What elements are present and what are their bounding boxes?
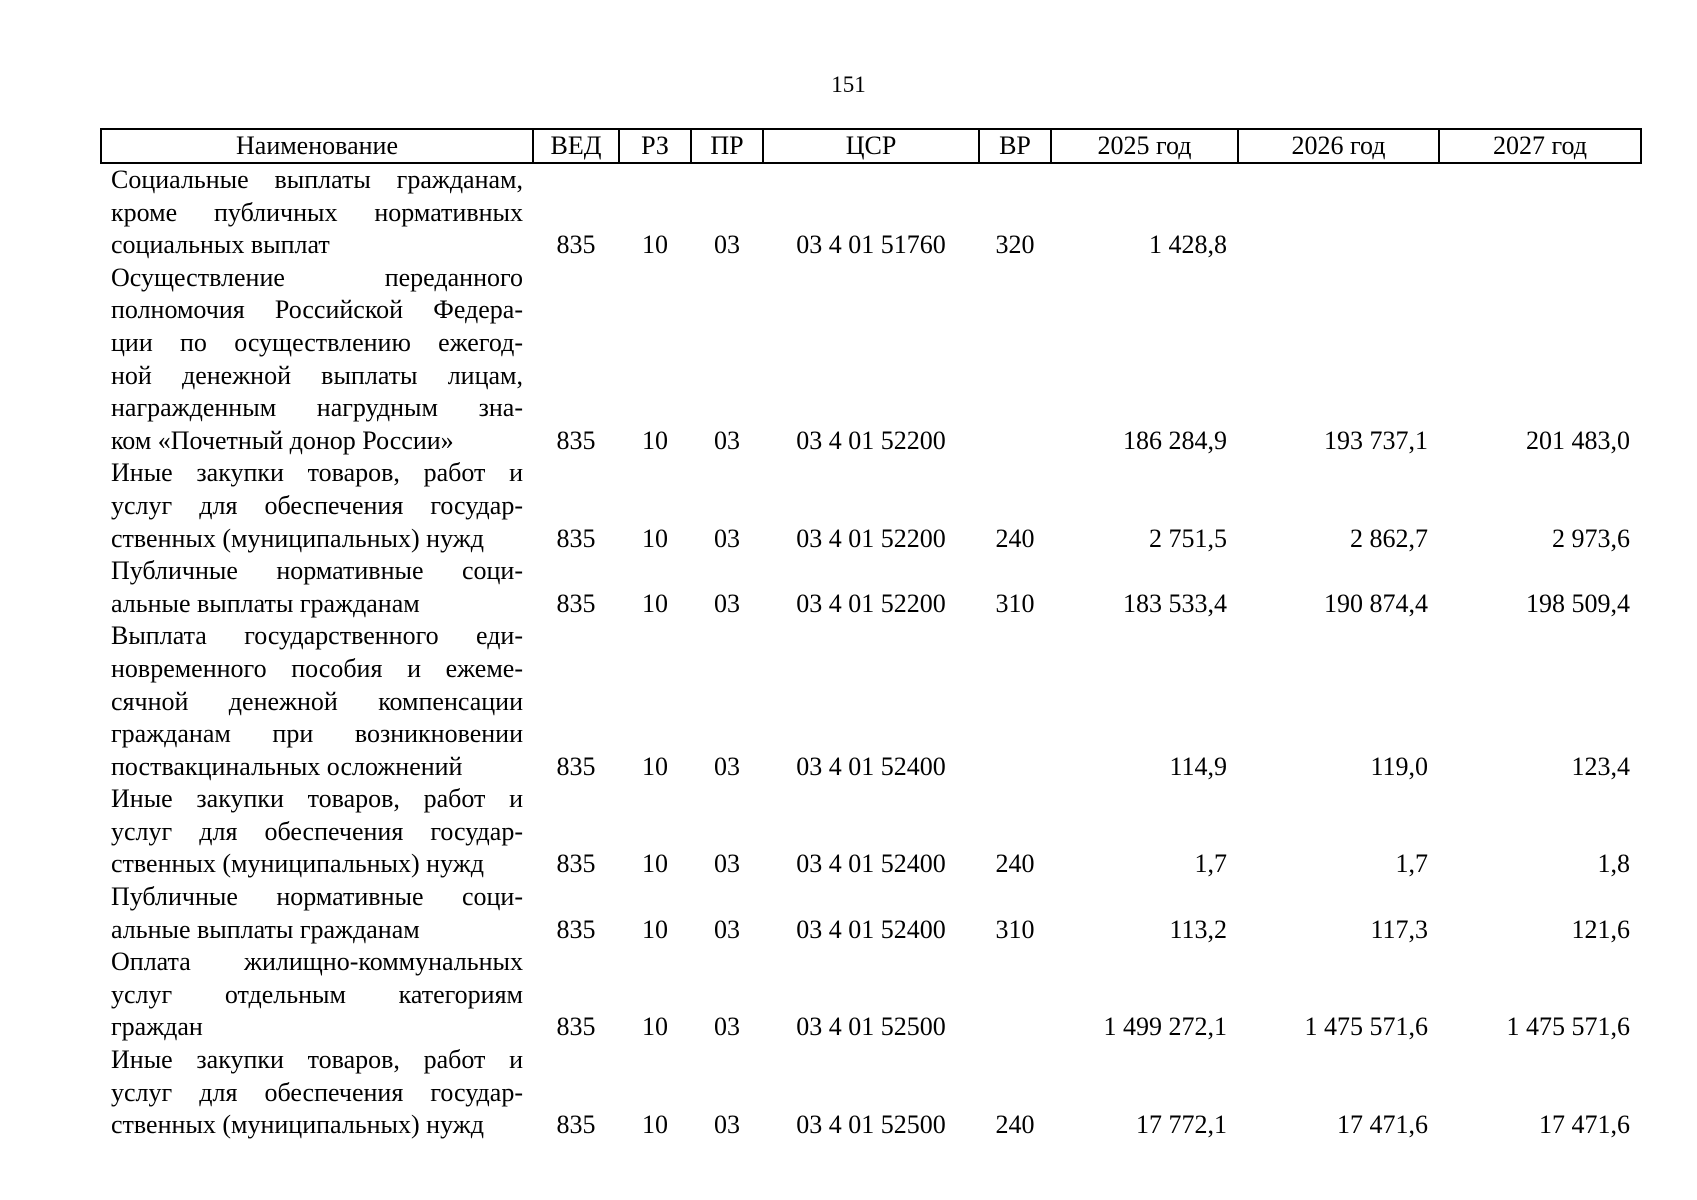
cell-2027: 1 475 571,6 [1506,1012,1630,1042]
cell-pr: 03 [714,1110,740,1140]
page-number: 151 [831,72,866,97]
cell-pr: 03 [714,588,740,618]
cell-2026: 2 862,7 [1350,523,1428,553]
cell-rz: 10 [642,425,668,455]
name-line: ком «Почетный донор России» [111,425,454,455]
header-row [101,129,1641,163]
cell-2025: 183 533,4 [1123,588,1227,618]
name-line: граждан [111,1012,203,1042]
budget-table [100,128,1642,1142]
cell-2027: 1,8 [1597,849,1630,879]
table-row [101,457,1641,555]
name-line: Осуществление переданного [111,262,523,292]
cell-2025: 17 772,1 [1136,1110,1227,1140]
cell-vr: 320 [995,230,1035,260]
name-line: альные выплаты гражданам [111,588,420,618]
cell-2027: 2 973,6 [1552,523,1630,553]
cell-rz: 10 [642,1012,668,1042]
name-line: Публичные нормативные соци- [111,882,523,912]
header-vr: ВР [979,129,1051,163]
cell-2027: 17 471,6 [1539,1110,1630,1140]
cell-2027: 123,4 [1571,751,1630,781]
header-name: Наименование [101,129,533,163]
cell-csr: 03 4 01 52400 [796,914,946,944]
cell-vr [979,620,1051,783]
name-line: поствакцинальных осложнений [111,751,463,781]
cell-pr: 03 [714,523,740,553]
name-line: Оплата жилищно-коммунальных [111,947,523,977]
cell-name [101,163,533,262]
cell-vr: 240 [995,1110,1035,1140]
name-line: ственных (муниципальных) нужд [111,849,484,879]
cell-csr: 03 4 01 52200 [796,425,946,455]
cell-rz: 10 [642,751,668,781]
cell-2025: 186 284,9 [1123,425,1227,455]
cell-name [101,783,533,881]
name-line: услуг для обеспечения государ- [111,1077,523,1107]
cell-pr: 03 [714,230,740,260]
name-line: награжденным нагрудным зна- [111,393,523,423]
cell-name [101,457,533,555]
cell-2025: 1,7 [1194,849,1227,879]
cell-rz: 10 [642,1110,668,1140]
cell-rz: 10 [642,230,668,260]
cell-2026: 1 475 571,6 [1304,1012,1428,1042]
cell-ved: 835 [556,1110,596,1140]
name-line: Выплата государственного еди- [111,621,523,651]
cell-2026: 119,0 [1370,751,1428,781]
cell-2027: 198 509,4 [1526,588,1630,618]
cell-name [101,946,533,1044]
cell-2026: 117,3 [1370,914,1428,944]
table-row [101,620,1641,783]
cell-2025: 114,9 [1169,751,1227,781]
cell-2027 [1439,163,1641,262]
cell-csr: 03 4 01 52200 [796,588,946,618]
name-line: Иные закупки товаров, работ и [111,1045,523,1075]
header-pr: ПР [691,129,763,163]
cell-vr: 310 [995,914,1035,944]
cell-pr: 03 [714,751,740,781]
cell-ved: 835 [556,751,596,781]
cell-rz: 10 [642,588,668,618]
name-line: ственных (муниципальных) нужд [111,1110,484,1140]
name-line: полномочия Российской Федера- [111,295,523,325]
cell-pr: 03 [714,1012,740,1042]
table-row [101,163,1641,262]
name-line: услуг для обеспечения государ- [111,490,523,520]
name-line: новременного пособия и ежеме- [111,653,523,683]
cell-ved: 835 [556,588,596,618]
cell-csr: 03 4 01 52400 [796,751,946,781]
cell-csr: 03 4 01 52400 [796,849,946,879]
name-line: социальных выплат [111,230,330,260]
cell-vr [979,946,1051,1044]
cell-2025: 113,2 [1169,914,1227,944]
cell-vr: 240 [995,523,1035,553]
name-line: гражданам при возникновении [111,719,523,749]
cell-name [101,555,533,620]
name-line: альные выплаты гражданам [111,914,420,944]
cell-rz: 10 [642,523,668,553]
header-2025: 2025 год [1051,129,1238,163]
cell-2026: 1,7 [1395,849,1428,879]
cell-name [101,262,533,458]
cell-2026: 190 874,4 [1324,588,1428,618]
cell-name [101,881,533,946]
cell-csr: 03 4 01 51760 [796,230,946,260]
cell-2026: 17 471,6 [1337,1110,1428,1140]
cell-2027: 201 483,0 [1526,425,1630,455]
cell-pr: 03 [714,849,740,879]
cell-ved: 835 [556,849,596,879]
name-line: Публичные нормативные соци- [111,556,523,586]
name-line: Иные закупки товаров, работ и [111,784,523,814]
cell-csr: 03 4 01 52500 [796,1110,946,1140]
cell-vr: 240 [995,849,1035,879]
cell-name [101,620,533,783]
name-line: ственных (муниципальных) нужд [111,523,484,553]
name-line: сячной денежной компенсации [111,686,523,716]
name-line: услуг для обеспечения государ- [111,816,523,846]
cell-2025: 2 751,5 [1149,523,1227,553]
table-row [101,881,1641,946]
cell-ved: 835 [556,914,596,944]
header-csr: ЦСР [763,129,979,163]
name-line: Социальные выплаты гражданам, [111,165,523,194]
cell-2025: 1 499 272,1 [1103,1012,1227,1042]
cell-2027: 121,6 [1571,914,1630,944]
name-line: Иные закупки товаров, работ и [111,458,523,488]
cell-rz: 10 [642,914,668,944]
header-2027: 2027 год [1439,129,1641,163]
cell-csr: 03 4 01 52200 [796,523,946,553]
name-line: кроме публичных нормативных [111,197,523,227]
cell-2026: 193 737,1 [1324,425,1428,455]
name-line: ции по осуществлению ежегод- [111,327,523,357]
name-line: ной денежной выплаты лицам, [111,360,523,390]
cell-ved: 835 [556,230,596,260]
cell-pr: 03 [714,914,740,944]
table-row [101,946,1641,1044]
cell-ved: 835 [556,1012,596,1042]
name-line: услуг отдельным категориям [111,979,523,1009]
cell-name [101,1044,533,1142]
cell-csr: 03 4 01 52500 [796,1012,946,1042]
table-row [101,262,1641,458]
cell-pr: 03 [714,425,740,455]
cell-2025: 1 428,8 [1149,230,1227,260]
table-row [101,555,1641,620]
cell-rz: 10 [642,849,668,879]
table-row [101,783,1641,881]
cell-ved: 835 [556,523,596,553]
table-body [101,163,1641,1142]
cell-2026 [1238,163,1439,262]
cell-vr [979,262,1051,458]
cell-vr: 310 [995,588,1035,618]
cell-ved: 835 [556,425,596,455]
header-ved: ВЕД [533,129,619,163]
table-row [101,1044,1641,1142]
header-2026: 2026 год [1238,129,1439,163]
header-rz: РЗ [619,129,691,163]
